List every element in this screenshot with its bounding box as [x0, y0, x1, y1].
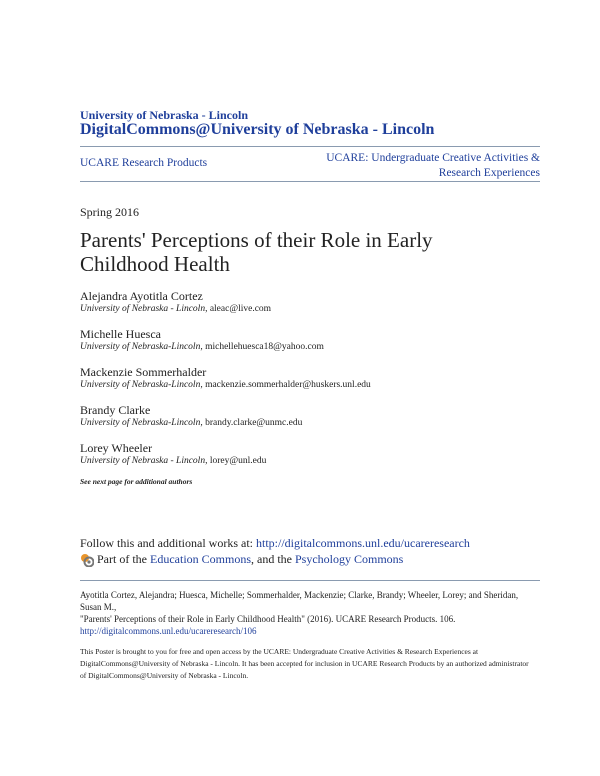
author-email: , mackenzie.sommerhalder@huskers.unl.edu — [200, 380, 371, 390]
follow-url-link[interactable]: http://digitalcommons.unl.edu/ucareresearch — [256, 536, 470, 550]
part-of-middle: , and the — [251, 552, 292, 566]
author-name: Alejandra Ayotitla Cortez — [80, 289, 203, 303]
institution-link[interactable]: University of Nebraska - Lincoln — [80, 108, 248, 122]
series-link-ucare[interactable] — [280, 151, 540, 181]
affiliation-text: University of Nebraska-Lincoln — [80, 342, 201, 352]
author-affiliation — [80, 417, 540, 430]
psychology-commons-link[interactable]: Psychology Commons — [295, 552, 404, 566]
footer-line-2: DigitalCommons@University of Nebraska - Lincoln. It has been accepted for inclusion in UCARE Research Products by an authorized administrator — [80, 659, 529, 668]
affiliation-text: University of Nebraska-Lincoln — [80, 380, 201, 390]
affiliation-text: University of Nebraska - Lincoln — [80, 456, 206, 466]
see-next-page-note: See next page for additional authors — [80, 477, 193, 486]
education-commons-link[interactable]: Education Commons — [150, 552, 251, 566]
series-link-ucare-products[interactable]: UCARE Research Products — [80, 157, 208, 169]
author-affiliation — [80, 455, 540, 468]
series-divider — [80, 181, 540, 182]
document-title — [80, 228, 520, 276]
follow-line — [80, 536, 470, 551]
citation-line-2: "Parents' Perceptions of their Role in Early Childhood Health" (2016). UCARE Research Products. 106. — [80, 614, 456, 624]
recommended-citation — [80, 589, 540, 637]
affiliation-text: University of Nebraska-Lincoln — [80, 418, 201, 428]
follow-text: Follow this and additional works at: — [80, 536, 256, 550]
part-of-line — [80, 552, 403, 567]
author-name: Michelle Huesca — [80, 327, 161, 341]
series-right-line1: UCARE: Undergraduate Creative Activities & — [326, 152, 540, 164]
commons-icon — [80, 553, 94, 567]
author-name: Mackenzie Sommerhalder — [80, 365, 207, 379]
author-affiliation — [80, 379, 540, 392]
part-of-prefix: Part of the — [97, 552, 147, 566]
author-entry — [80, 403, 540, 441]
footer-line-3: of DigitalCommons@University of Nebraska - Lincoln. — [80, 671, 249, 680]
title-line-2: Childhood Health — [80, 252, 230, 276]
footer-line-1: This Poster is brought to you for free and open access by the UCARE: Undergraduate Creative Activities & Research Experiences at — [80, 647, 479, 656]
author-entry — [80, 289, 540, 327]
citation-url-link[interactable]: http://digitalcommons.unl.edu/ucareresearch/106 — [80, 626, 257, 636]
author-email: , michellehuesca18@yahoo.com — [200, 342, 324, 352]
header-divider — [80, 146, 540, 147]
author-affiliation — [80, 341, 540, 354]
citation-line-1: Ayotitla Cortez, Alejandra; Huesca, Michelle; Sommerhalder, Mackenzie; Clarke, Brandy; Wheeler, Lorey; and Sheridan, Susan M., — [80, 590, 519, 612]
author-email: , aleac@live.com — [205, 304, 272, 314]
author-entry — [80, 365, 540, 403]
author-email: , brandy.clarke@unmc.edu — [200, 418, 303, 428]
repository-link[interactable]: DigitalCommons@University of Nebraska - Lincoln — [80, 121, 435, 138]
author-list — [80, 289, 540, 479]
author-name: Lorey Wheeler — [80, 441, 153, 455]
author-name: Brandy Clarke — [80, 403, 151, 417]
series-right-line2: Research Experiences — [438, 167, 540, 179]
author-affiliation — [80, 303, 540, 316]
affiliation-text: University of Nebraska - Lincoln — [80, 304, 206, 314]
title-line-1: Parents' Perceptions of their Role in Early — [80, 228, 433, 252]
author-email: , lorey@unl.edu — [205, 456, 267, 466]
access-statement — [80, 646, 540, 682]
publication-date: Spring 2016 — [80, 205, 140, 219]
author-entry — [80, 327, 540, 365]
citation-divider — [80, 580, 540, 581]
author-entry — [80, 441, 540, 479]
